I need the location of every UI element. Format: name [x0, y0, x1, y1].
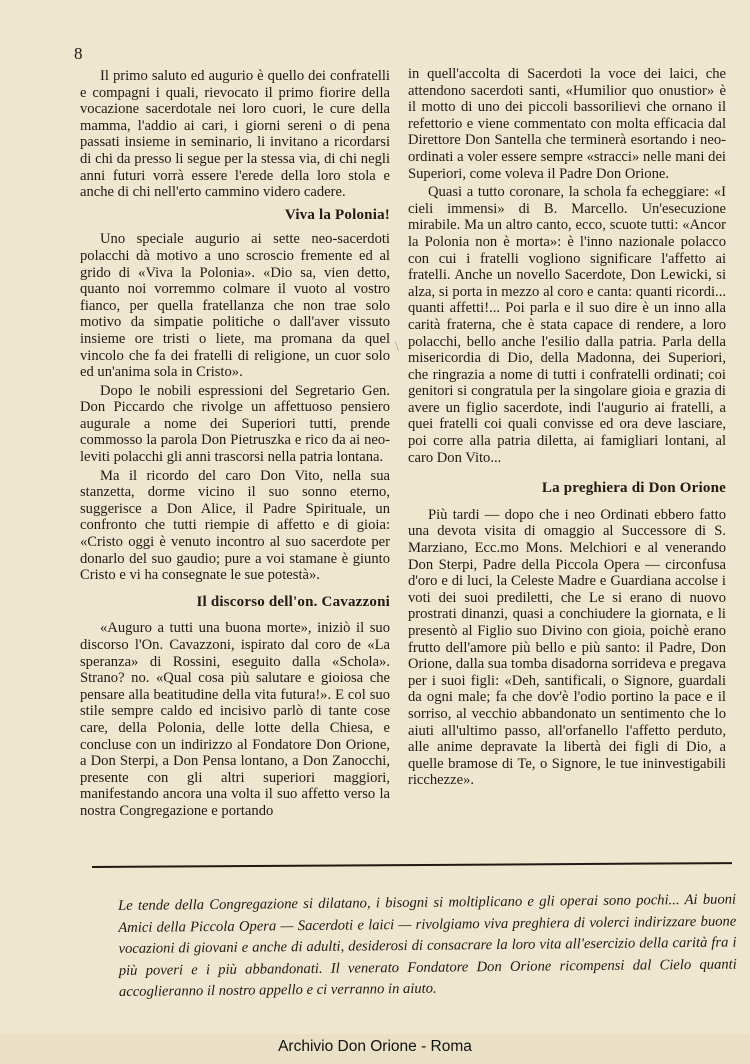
left-column: [80, 68, 390, 820]
appeal-text: Le tende della Congregazione si dilatano, i bisogni si moltiplicano e gli operai sono pochi... Ai buoni Amici della Piccola Opera — Sacerdoti e laici — rivolgiamo viva preghiera di volerci indirizzare buone vocazioni di giovani e anche di adulti, desiderosi di consacrare la loro vita all'esercizio della carità fra i più poveri e i più abbandonati. Il venerato Fondatore Don Orione ricompensi dal Cielo quanti accoglieranno il nostro appello e ci verranno in aiuto.: [118, 891, 737, 1000]
heading-preghiera-don-orione: La preghiera di Don Orione: [541, 480, 726, 497]
paragraph-continued-1: in quell'accolta di Sacerdoti la voce dei laici, che attendono sacerdoti santi, «Humilior quo onustior» è il motto di uno dei piccoli bassorilievi che ornano il refettorio e viene commentato con molta efficacia dal Direttore Don Santella che terminerà esortando i neo-ordinati a voler essere sempre «stracci» nelle mani dei Superiori, come voleva il Padre Don Orione.: [408, 66, 726, 182]
paragraph-continued-2: Quasi a tutto coronare, la schola fa echeggiare: «I cieli immensi» di B. Marcello. Un'esecuzione mirabile. Ma un altro canto, ecco, scuote tutti: «Ancor la Polonia non è morta»: è l'inno nazionale polacco con cui i fratelli vogliono significare l'affetto ai fratelli. Anche un novello Sacerdote, Don Lewicki, si alza, si porta in mezzo al coro e canta: quanti ricordi... quanti affetti!... Poi parla e il suo dire è un inno alla carità fraterna, che è stata capace di rendere, a loro polacchi, bello anche l'esilio dalla patria. Parla della misericordia di Dio, della Madonna, dei Superiori, che ringrazia a nome di tutti i confratelli ordinati; coi genitori si congratula per la singolare gioia e grazia di avere un figlio sacerdote, indi l'augurio ai fratelli, a quei fratelli coi quali convisse ed ora deve lasciare, poi corre alla patria diletta, ai famigliari lontani, al caro Don Vito...: [408, 184, 726, 466]
paragraph-polonia-2: Dopo le nobili espressioni del Segretario Gen. Don Piccardo che rivolge un affettuoso pensiero augurale a nome dei Superiori tutti, prende commosso la parola Don Pietruszka e rico da ai neo-leviti polacchi gli anni trascorsi nella patria lontana.: [80, 382, 390, 466]
vocation-appeal: [118, 890, 737, 1004]
paragraph-polonia-1: Uno speciale augurio ai sette neo-sacerdoti polacchi dà motivo a uno scroscio fremente ed al grido di «Viva la Polonia». «Dio sa, vien detto, quanto noi vorremmo colmare il vuoto al vostro fianco, per quella fratellanza che non trae solo motivo da simpatie politiche o dall'aver vissuto insieme ore tristi o liete, ma promana da quel vincolo che fa dei fratelli di religione, un cuor solo ed un'anima sola in Cristo».: [80, 231, 390, 381]
heading-discorso-cavazzoni: Il discorso dell'on. Cavazzoni: [196, 593, 390, 610]
paragraph-cavazzoni-1: «Auguro a tutti una buona morte», iniziò il suo discorso l'On. Cavazzoni, ispirato dal coro de «La speranza» di Rossini, eseguito dalla «Schola». Strano? no. «Qual cosa più salutare e gioiosa che pensare alla beatitudine della vita futura!». E col suo stile sempre caldo ed incisivo parlò di tante cose care, della Polonia, delle lotte della Chiesa, e concluse con un indirizzo al Fondatore Don Orione, a Don Sterpi, a Don Pensa lontano, a Don Zanocchi, presente con gli altri superiori maggiori, manifestando ancora una volta il suo affetto verso la nostra Congregazione e portando: [80, 620, 390, 819]
fold-mark: \: [395, 340, 399, 355]
right-column: [408, 66, 726, 789]
heading-viva-la-polonia: Viva la Polonia!: [284, 206, 390, 223]
archive-caption: Archivio Don Orione - Roma: [278, 1038, 472, 1055]
horizontal-rule: [92, 862, 732, 868]
paragraph-preghiera-1: Più tardi — dopo che i neo Ordinati ebbero fatto una devota visita di omaggio al Successore di S. Marziano, Ecc.mo Mons. Melchiori e al venerando Don Sterpi, Padre della Piccola Opera — circonfusa d'oro e di luci, la Celeste Madre e Guardiana accolse i voti dei suoi prediletti, che Le si erano di nuovo prostrati dinanzi, quasi a conchiudere la giornata, e li presentò al Figlio suo Divino con gioia, poichè erano frutto dell'amore più bello e più santo: il Padre, Don Orione, dalla sua tomba disadorna sorrideva e pregava per i suoi figli: «Deh, santificali, o Signore, guardali da ogni male; fa che dov'è l'odio portino la pace e il sorriso, al vecchio abbandonato un sentimento che lo aiuti all'ultimo passo, all'orfanello l'affetto perduto, alle anime depravate la libertà dei figli di Dio, a quelle bramose di Te, o Signore, le tue ininvestigabili ricchezze».: [408, 506, 726, 789]
paragraph-intro: Il primo saluto ed augurio è quello dei confratelli e compagni i quali, rievocato il primo fiorire della vocazione sacerdotale nei loro cuori, le cure della mamma, l'addio ai cari, i giorni sereni o di pena passati insieme in seminario, li invitano a ricordarsi di chi da presso li segue per la stessa via, di chi negli anni futuri vorrà essere l'erede della loro stola e anche di chi nell'erto cammino videro cadere.: [80, 68, 390, 201]
page-number: 8: [74, 44, 83, 63]
paragraph-polonia-3: Ma il ricordo del caro Don Vito, nella sua stanzetta, dorme vicino il suo sonno eterno, suggerisce a Don Alice, il Padre Spirituale, un confronto che tutti riempie di affetto e di gioia: «Cristo oggi è venuto incontro al suo sacerdote per donarlo del suo gaudio; pure a voi stamane è giunto Cristo e vi ha consegnate le sue potestà».: [80, 467, 390, 584]
